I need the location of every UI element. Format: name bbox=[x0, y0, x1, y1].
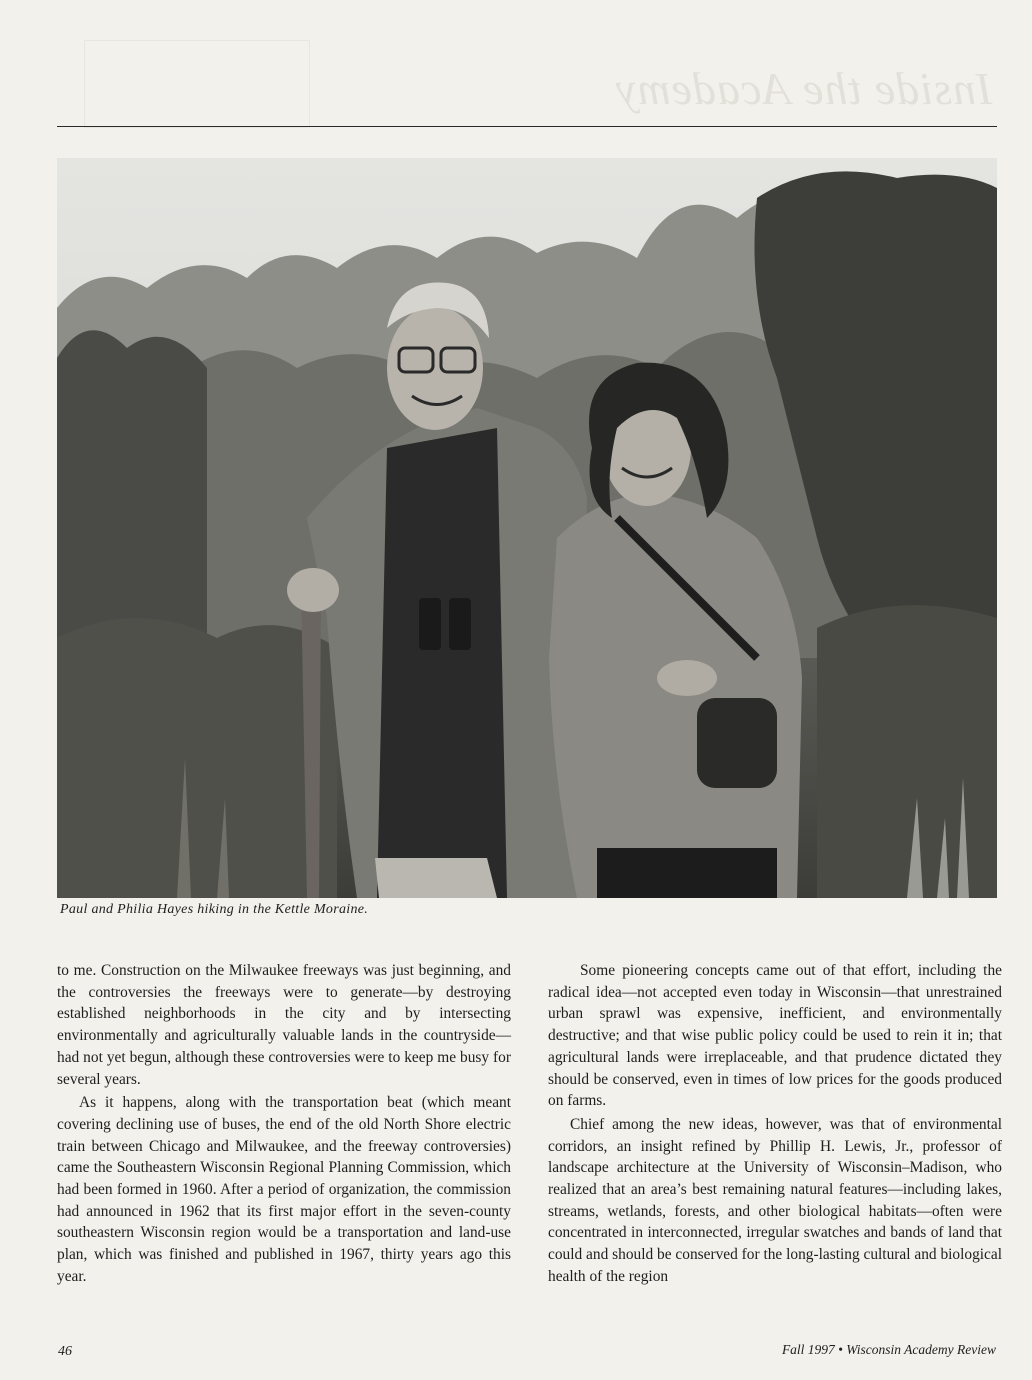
hiking-photo bbox=[57, 158, 997, 898]
bleed-through-header-graphic bbox=[84, 40, 310, 128]
paragraph: to me. Construction on the Milwaukee freeways was just beginning, and the controversies the freeways were to generate—by destroying established neighborhoods in the city and by intersecting environmentally and agriculturally valuable lands in the countryside—had not yet begun, although these controversies were to keep me busy for several years. bbox=[57, 962, 511, 1088]
page-number: 46 bbox=[58, 1344, 72, 1359]
paragraph: As it happens, along with the transportation beat (which meant covering declining use of buses, the end of the old North Shore electric train between Chicago and Milwaukee, and the freeway controversies) came the Southeastern Wisconsin Regional Planning Commission, which had been formed in 1960. After a period of organization, the commission had announced in 1962 that its first major effort in the seven-county southeastern Wisconsin region would be a transportation and land-use plan, which was finished and published in 1967, thirty years ago this year. bbox=[57, 1094, 511, 1285]
paragraph: Chief among the new ideas, however, was that of environmental corridors, an insight refined by Phillip H. Lewis, Jr., professor of landscape architecture at the University of Wisconsin–Madison, who realized that an area’s best remaining natural features—including lakes, streams, wetlands, forests, and other biological habitats—often were concentrated in interconnected, irregular swatches and bands of land that could and should be conserved for the long-lasting cultural and biological health of the region bbox=[548, 1115, 1002, 1285]
photo-caption: Paul and Philia Hayes hiking in the Kettle Moraine. bbox=[60, 902, 369, 917]
header-rule bbox=[57, 126, 997, 127]
bleed-through-header-text: Inside the Academy bbox=[614, 63, 992, 114]
paragraph: Some pioneering concepts came out of that effort, including the radical idea—not accepted even today in Wisconsin—that unrestrained urban sprawl was expensive, inefficient, and environmentally destructive; and that wise public policy could be used to rein it in; that agricultural lands were irreplaceable, and that prudence dictated they should be conserved, even in times of low prices for the goods produced on farms. bbox=[548, 962, 1002, 1110]
article-right-column bbox=[548, 960, 1002, 1288]
publication-footer: Fall 1997 • Wisconsin Academy Review bbox=[781, 1342, 996, 1357]
article-left-column bbox=[57, 960, 511, 1288]
